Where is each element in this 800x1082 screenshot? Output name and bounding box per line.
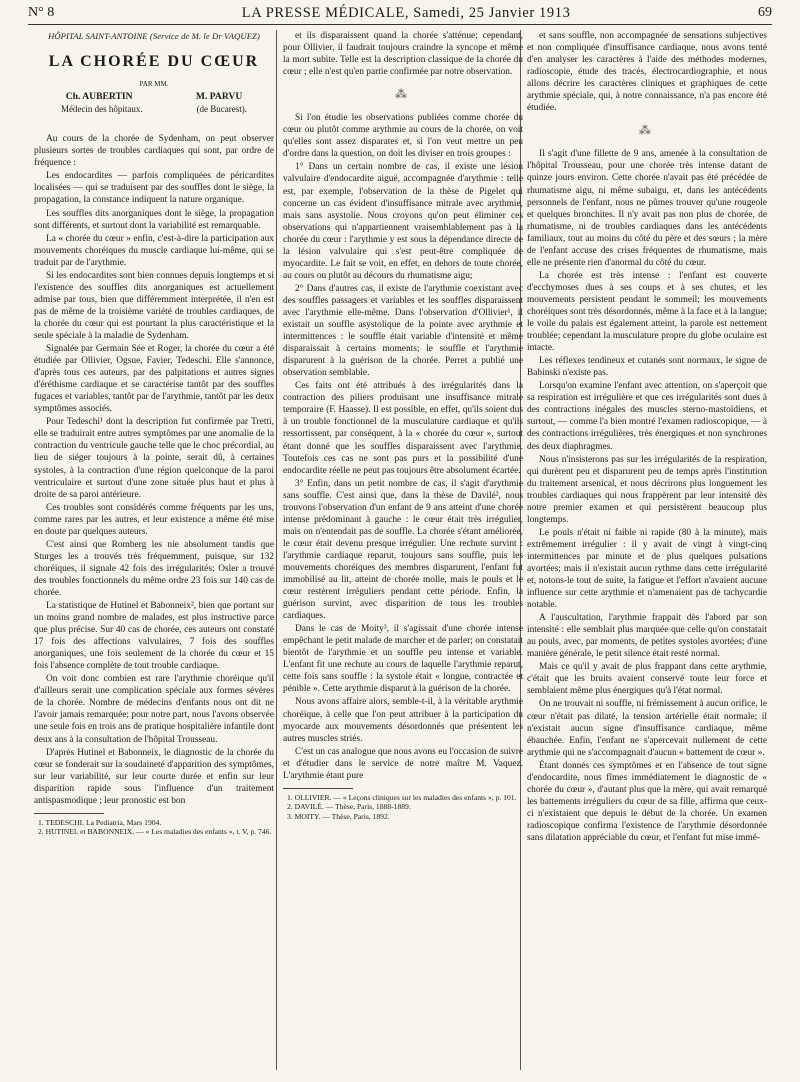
paragraph: Nous avons affaire alors, semble-t-il, à la véritable arythmie choréique, à celle que l'on peut attribuer à la participation du myocarde aux mouvements désordonnés que présentent les autres muscles striés. xyxy=(283,697,523,744)
paragraph: Si les endocardites sont bien connues depuis longtemps et si l'existence des souffles dits anorganiques est actuellement admise par tous, bien que différemment interprétée, il n'en est pas de même de la troisième variété de troubles cardiaques, de la chorée du cœur qui est pourtant la plus caractéristique et la seule spéciale à la maladie de Sydenham. xyxy=(34,270,274,341)
paragraph: D'après Hutinel et Babonneix, le diagnostic de la chorée du cœur se fonderait sur la soudaineté d'apparition des symptômes, sur leur variabilité, sur leur courte durée et enfin sur leur disparition rapide sous l'influence d'un traitement antispasmodique ; leur pronostic est bon xyxy=(34,747,274,806)
paragraph: et ils disparaissent quand la chorée s'atténue; cependant, pour Ollivier, il faudrait toujours craindre la syncope et même la mort subite. Telle est la description classique de la chorée du cœur ; elle n'est qu'en partie confirmée par notre observation. xyxy=(283,31,523,78)
paragraph: 3° Enfin, dans un petit nombre de cas, il s'agit d'arythmie sans souffle. C'est ainsi que, dans la thèse de Davilé², nous trouvons l'observation d'un enfant de 9 ans atteint d'une chorée intense prédominant à gauche : le cœur était très irrégulier, mais on n'entendait pas de souffle. La chorée s'étant améliorée, le cœur était devenu presque irrégulier. Une rechute survint : l'arythmie cardiaque reparut, toujours sans souffle, puis les mouvements choréiques des membres disparurent, l'enfant fut immobilisé au lit, atteint de chorée molle, mais le pouls et le cœur restèrent irréguliers pendant cette période. Enfin, la guérison survint, avec disparition de tous les troubles cardiaques. xyxy=(283,478,523,622)
page-header xyxy=(28,2,772,24)
paragraph: La chorée est très intense : l'enfant est couverte d'ecchymoses dues à ses coups et à ses chutes, et les mouvements persistent pendant le sommeil; les mouvements choréiques sont très désordonnés, même à la face et à la langue; le voile du palais est également atteint, la parole est nettement troublée; cependant la musculature propre du globe oculaire est intacte. xyxy=(527,270,767,354)
paragraph: et sans souffle, non accompagnée de sensations subjectives et non compliquée d'insuffisance cardiaque, nous avons tenté d'en analyser les caractères à l'aide des méthodes modernes, radioscopie, étude des tracés, électrocardiographie, et nous allons décrire les caractères cliniques et graphiques de cette arythmie spéciale, qui, à notre connaissance, n'a pas encore été étudiée. xyxy=(527,31,767,114)
section-separator: ⁂ xyxy=(639,123,655,138)
footnote-rule xyxy=(283,788,353,789)
paragraph: Lorsqu'on examine l'enfant avec attention, on s'aperçoit que sa respiration est irrégulière et que ces irrégularités sont dues à des contractions inégales des muscles sterno-mastoïdiens, et surtout, — comme l'a bien montré l'examen radioscopique, — à des contractions irrégulières, très énergiques et non synchrones des deux diaphragmes. xyxy=(527,381,767,452)
paragraph: Il s'agit d'une fillette de 9 ans, amenée à la consultation de l'hôpital Trousseau, pour une chorée très intense datant de quinze jours environ. Cette chorée n'avait pas été précédée de rhumatisme aigu, ni même subaigu, et, dans les antécédents personnels de l'enfant, nous ne pûmes trouver qu'une rougeole et quelques bronchites. Il n'y avait pas non plus de chorée, de rhumatisme, ni de troubles cardiaques dans les antécédents familiaux, tout au moins du côté du père et des sœurs ; la mère de l'enfant accuse des crises fréquentes de rhumatisme, mais elle ne présente rien d'anormal du côté du cœur. xyxy=(527,149,767,268)
author-affiliation: (de Bucarest). xyxy=(196,104,248,115)
section-separator: ⁂ xyxy=(395,87,411,102)
paragraph: Les réflexes tendineux et cutanés sont normaux, le signe de Babinski n'existe pas. xyxy=(527,356,767,379)
page-number: 69 xyxy=(758,5,772,20)
paragraph: On ne trouvait ni souffle, ni frémissement à aucun orifice, le cœur n'était pas dilaté, la tension artérielle était normale; il n'existait aucun signe d'insuffisance cardiaque, même ébauchée. Enfin, l'enfant ne s'apercevait nullement de cette arythmie qui ne s'accompagnait d'aucun « battement de cœur ». xyxy=(527,699,767,758)
paragraph: C'est ainsi que Romberg les nie absolument tandis que Sturges les a trouvés très fréquemment, puisque, sur 132 choréiques, il signale 42 fois des irrégularités; Osler a trouvé des troubles fonctionnels du même ordre 23 fois sur 140 cas de chorée. xyxy=(34,539,274,598)
author-name: Ch. AUBERTIN xyxy=(65,91,133,103)
footnote: 3. MOITY. — Thèse, Paris, 1892. xyxy=(287,811,390,821)
column-1-body xyxy=(34,133,274,807)
footnote: 2. DAVILÉ. — Thèse, Paris, 1888-1889. xyxy=(287,802,411,812)
journal-title: LA PRESSE MÉDICALE, Samedi, 25 Janvier 1913 xyxy=(241,4,571,21)
author-name: M. PARVU xyxy=(195,91,243,103)
header-rule xyxy=(28,24,772,25)
paragraph: Le pouls n'était ni faible ni rapide (80 à la minute), mais extrêmement irrégulier : il y avait de vingt à vingt-cinq intermittences par minute et de plus quelques pulsations avortées; mais il n'existait aucun rythme dans cette irrégularité et, notons-le tout de suite, la fatigue et l'effort n'avaient aucune influence sur cette arythmie et n'amenaient pas de tachycardie notable. xyxy=(527,527,767,611)
paragraph: Ces troubles sont considérés comme fréquents par les uns, comme rares par les autres, et leur existence a même été mise en doute par quelques auteurs. xyxy=(34,502,274,537)
byline-par: PAR MM. xyxy=(139,80,169,89)
paragraph: Pour Tedeschi¹ dont la description fut confirmée par Tretti, elle se traduirait entre autres symptômes par une anomalie de la contraction du ventricule gauche telle que le choc précordial, au lieu de siéger toujours à la pointe, serait dû, à certaines systoles, à la contraction d'une région quelconque de la paroi ventriculaire et surtout d'une zone située plus haut et plus à droite de sa paroi antérieure. xyxy=(34,417,274,500)
paragraph: Mais ce qu'il y avait de plus frappant dans cette arythmie, c'était que les bruits avaient conservé toute leur force et semblaient même plus énergiques qu'à l'état normal. xyxy=(527,662,767,697)
footnote: 2. HUTINEL et BABONNEIX. — « Les maladies des enfants », t. V, p. 746. xyxy=(38,827,272,837)
hospital-line: HÔPITAL SAINT-ANTOINE (Service de M. le Dr VAQUEZ) xyxy=(48,31,260,41)
paragraph: Signalée par Germain Sée et Roger, la chorée du cœur a été étudiée par Ollivier, Ogsue, Favier, Tedeschi. Elle s'annonce, d'après tous ces auteurs, par des palpitations et autres signes d'éréthisme cardiaque et se caractérise tantôt par des souffles fugaces et variables, tantôt par de l'arythmie, tantôt par les deux symptômes associés. xyxy=(34,344,274,415)
paragraph: Étant donnés ces symptômes et en l'absence de tout signe d'endocardite, nous fîmes immédiatement le diagnostic de « chorée du cœur », d'autant plus que la mère, qui avait remarqué les battements irréguliers du cœur de sa fille, affirma que ceux-ci n'existaient que depuis le début de la chorée. Un examen radioscopique confirma l'existence de l'arythmie désordonnée sans dilatation appréciable du cœur, et l'enfant fut mise immé- xyxy=(527,760,767,843)
paragraph: 1° Dans un certain nombre de cas, il existe une lésion valvulaire d'endocardite aiguë, accompagnée d'arythmie : telle est, par exemple, l'observation de la thèse de Pigelet qui concerne un cas évident d'insuffisance mitrale avec arythmie, mais sans asystolie. Nous croyons qu'on peut éliminer ces observations qui n'appartiennent vraisemblablement pas à la chorée du cœur : l'arythmie y est sous la dépendance directe de la lésion valvulaire qui s'est peut-être compliquée de myocardite. Le fait se voit, en effet, en dehors de toute chorée, au cours ou plutôt au décours du rhumatisme aigu; xyxy=(283,162,523,281)
article-title: LA CHORÉE DU CŒUR xyxy=(48,53,260,71)
paragraph: A l'auscultation, l'arythmie frappait dès l'abord par son intensité : elle semblait plus marquée que celle qu'on constatait au pouls, avec, par moments, de petites systoles avortées; d'une manière générale, le petit silence était resté normal. xyxy=(527,613,767,660)
authors xyxy=(34,91,274,103)
column-3 xyxy=(527,30,767,1080)
paragraph: Dans le cas de Moity³, il s'agissait d'une chorée intense empêchant le petit malade de marcher et de parler; on constatait bientôt de l'arythmie et un souffle peu intense et variable. L'enfant fit une rechute au cours de laquelle l'arythmie reparut, cette fois sans souffle : la systole était « longue, contractée et pénible ». Cette arythmie disparut à la guérison de la chorée. xyxy=(283,624,523,695)
paragraph: On voit donc combien est rare l'arythmie choréique qu'il d'ailleurs serait une complication spéciale aux formes sévères de la chorée. Nombre de médecins d'enfants nous ont dit ne l'avoir jamais remarquée; pour notre part, nous l'avons observée une seule fois en trois ans de pratique hospitalière infantile dont deux ans à la consultation de l'hôpital Trousseau. xyxy=(34,674,274,745)
paragraph: Les souffles dits anorganiques dont le siège, la propagation sont différents, et surtout dont la variabilité est remarquable. xyxy=(34,208,274,231)
paragraph: La « chorée du cœur » enfin, c'est-à-dire la participation aux mouvements choréiques du muscle cardiaque lui-même, qui se traduit par de l'arythmie. xyxy=(34,233,274,268)
paragraph: Si l'on étudie les observations publiées comme chorée du cœur ou plutôt comme arythmie au cours de la chorée, on voit qu'elles sont assez disparates et, si l'on veut mettre un peu d'ordre dans la question, on doit les diviser en trois groupes : xyxy=(283,113,523,160)
paragraph: Les endocardites — parfois compliquées de péricardites localisées — qui se traduisent par des souffles dont le siège, la propagation, la constance indiquent la nature organique. xyxy=(34,171,274,206)
paragraph: Nous n'insisterons pas sur les irrégularités de la respiration, qui durèrent peu et disparurent peu de temps après l'institution du traitement arsenical, et nous décrirons plus longuement les troubles cardiaques qui nous frappèrent par leur intensité dès notre premier examen et qui persistèrent beaucoup plus longtemps. xyxy=(527,454,767,525)
column-divider xyxy=(276,30,277,1070)
footnote-rule xyxy=(34,813,104,814)
column-2 xyxy=(283,30,523,1020)
issue-number: N° 8 xyxy=(28,5,55,20)
column-1 xyxy=(34,30,274,1065)
paragraph: 2° Dans d'autres cas, il existe de l'arythmie coexistant avec des souffles passagers et variables et les souffles disparaissent avec l'arythmie elle-même. Dans l'observation d'Ollivier¹, il existait un souffle asystolique de la pointe avec arythmie et intermittences : le souffle était variable d'intensité et même disparaissait à certains moments; le souffle et l'arythmie disparurent à la guérison de la chorée. Perret a publié une observation semblable. xyxy=(283,283,523,379)
footnote: 1. TEDESCHI. La Pediatria, Mars 1904. xyxy=(38,817,162,827)
paragraph: Au cours de la chorée de Sydenham, on peut observer plusieurs sortes de troubles cardiaques qui sont, par ordre de fréquence : xyxy=(34,134,274,169)
author-affiliation: Médecin des hôpitaux. xyxy=(60,104,143,115)
paragraph: La statistique de Hutinel et Babonneix², bien que portant sur un moins grand nombre de malades, est plus instructive parce que plus précise. Sur 40 cas de chorée, ces auteurs ont constaté 17 fois des affections valvulaires, 7 fois des souffles anorganiques, une fois seulement de la chorée du cœur et 15 fois l'absence complète de tout trouble cardiaque. xyxy=(34,601,274,672)
paragraph: C'est un cas analogue que nous avons eu l'occasion de suivre et d'étudier dans le service de notre maître M. Vaquez. L'arythmie étant pure xyxy=(283,746,523,781)
author-affiliations xyxy=(34,103,274,115)
footnote: 1. OLLIVIER. — « Leçons cliniques sur les maladies des enfants », p. 101. xyxy=(287,792,517,802)
paragraph: Ces faits ont été attribués à des irrégularités dans la contraction des piliers produisant une insuffisance mitrale temporaire (F. Haasse). Il est possible, en effet, qu'ils soient dus à un trouble fonctionnel de la musculature cardiaque et qu'ils ressortissent, par conséquent, à la « chorée du cœur », surtout étant donné que les souffles disparaissent avec l'arythmie. Toutefois ces cas ne sont pas purs et la possibilité d'une endocardite réelle ne peut pas toujours être absolument écartée. xyxy=(283,381,523,476)
